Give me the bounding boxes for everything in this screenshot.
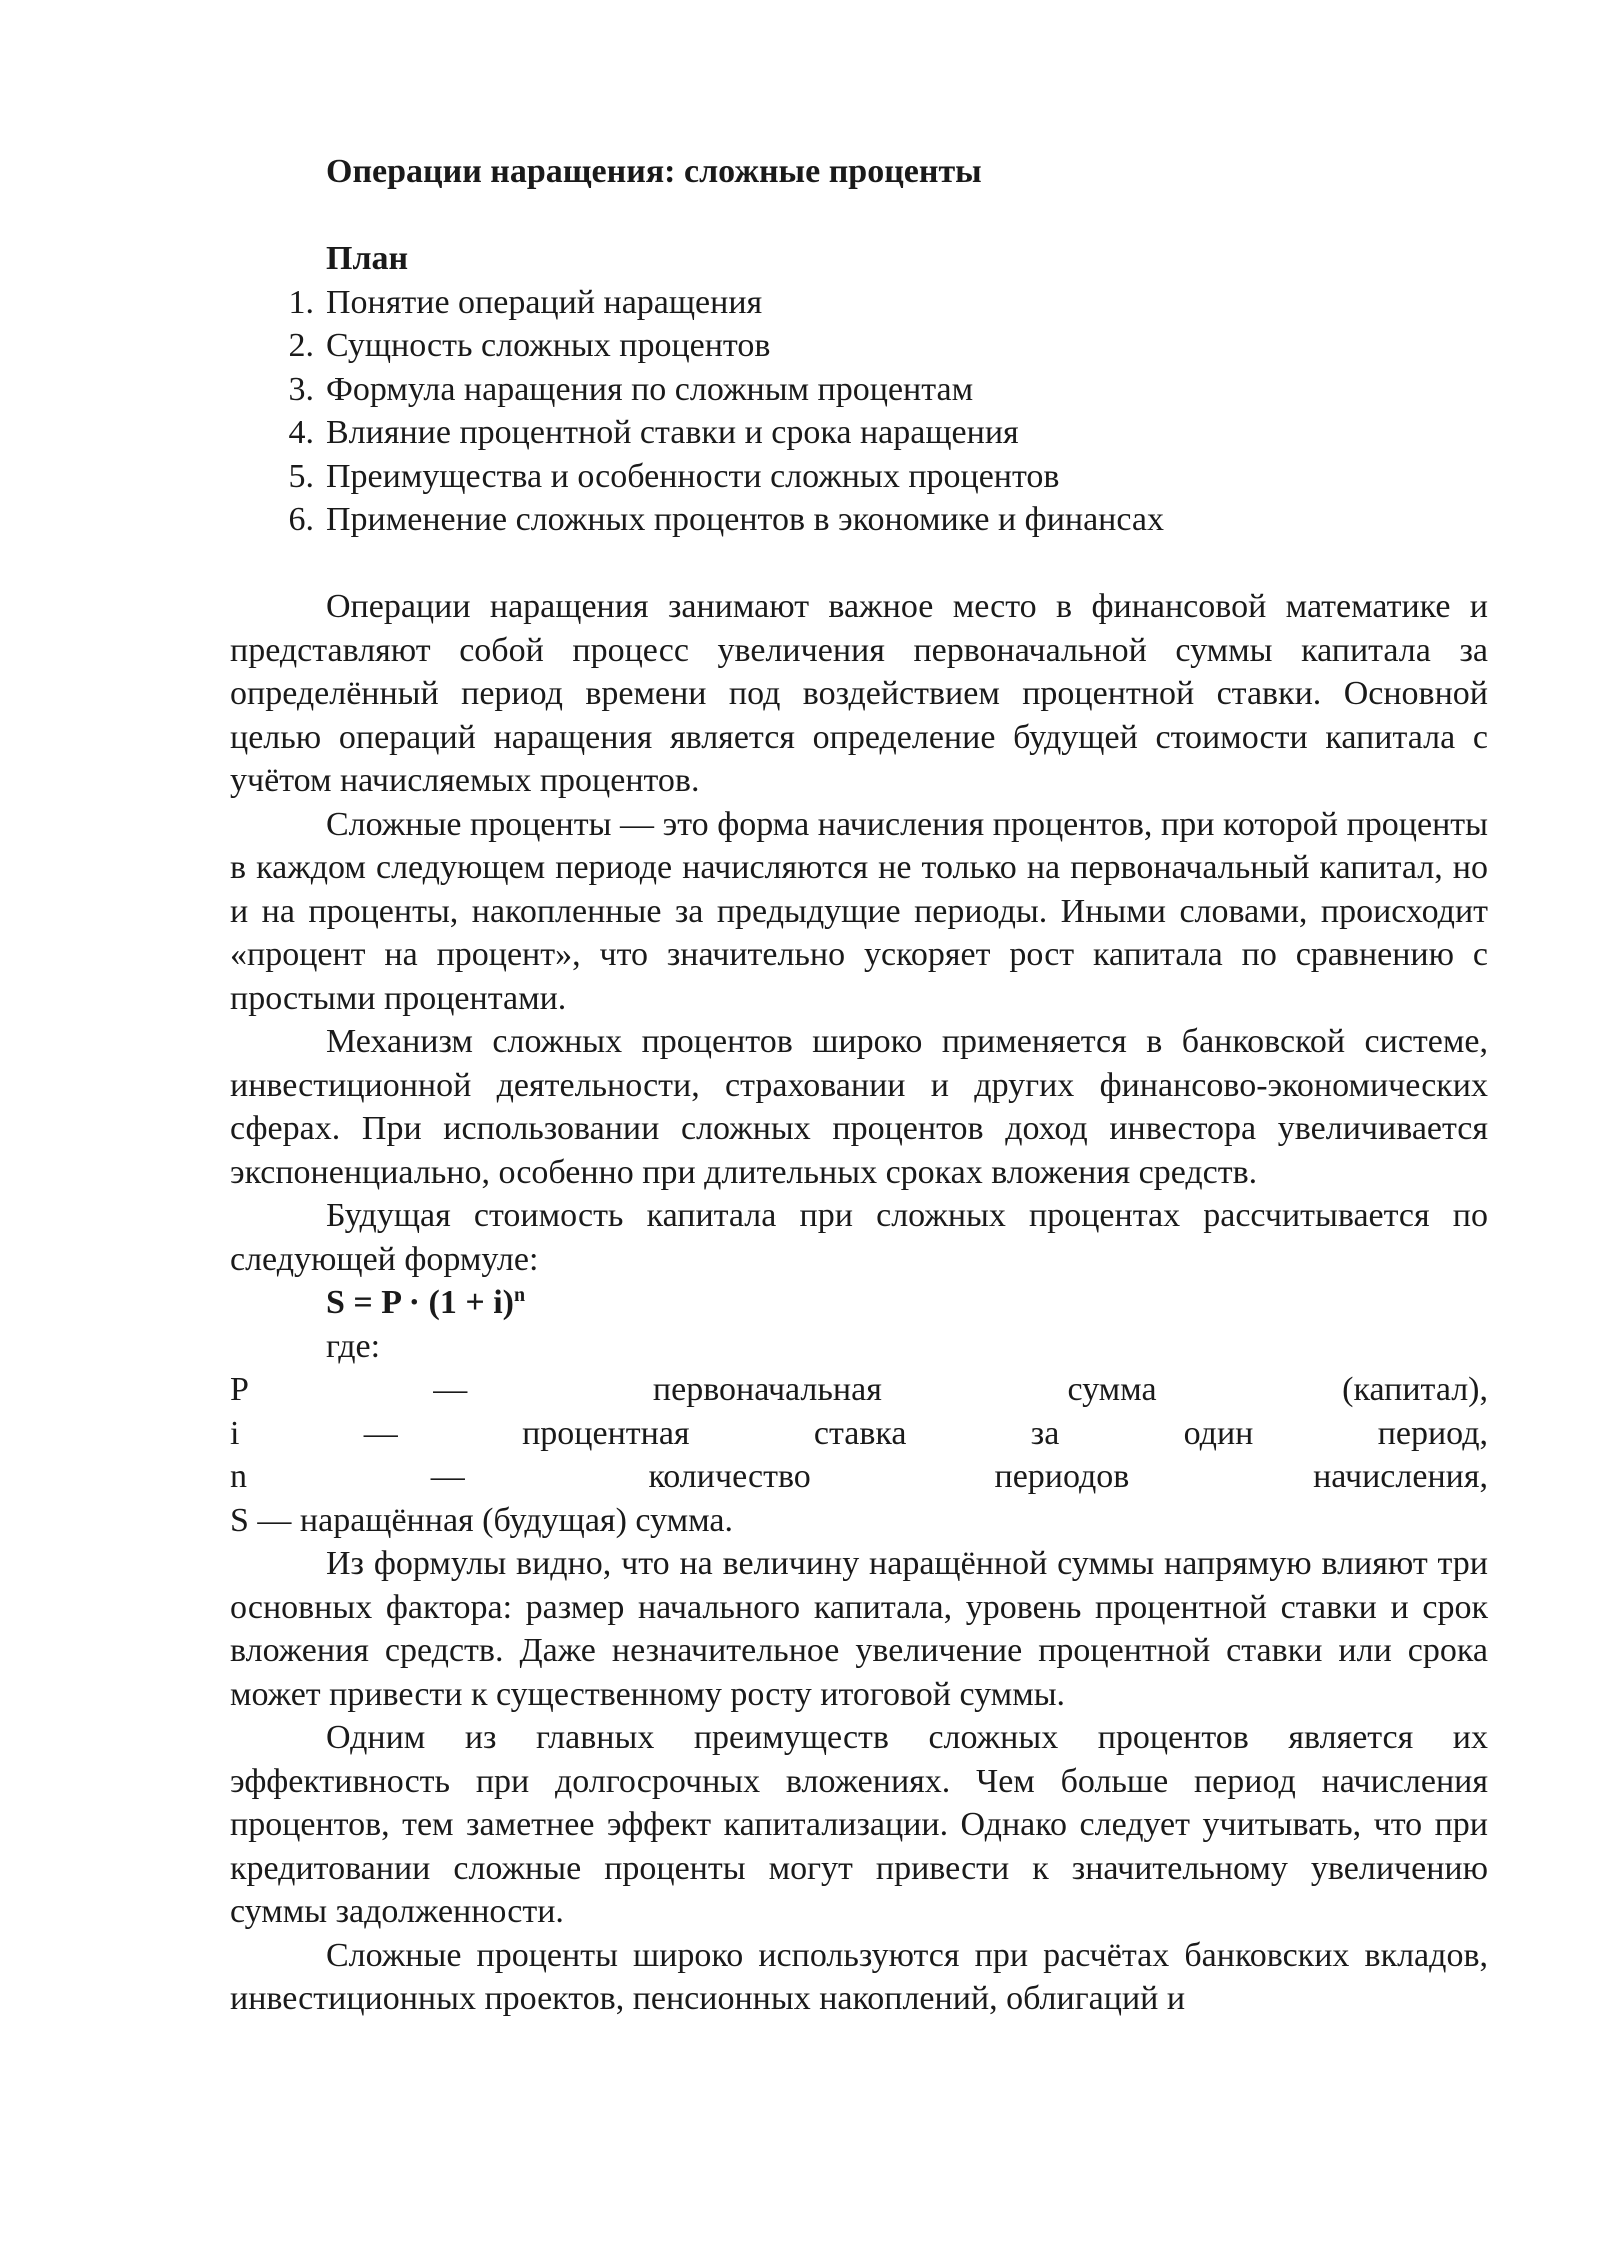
plan-item-number: 2. [288, 327, 314, 364]
plan-item-text: Сущность сложных процентов [326, 327, 771, 364]
plan-item [230, 498, 1488, 542]
plan-item-text: Влияние процентной ставки и срока наращения [326, 414, 1019, 451]
plan-list [230, 281, 1488, 542]
plan-item [230, 411, 1488, 455]
plan-item-number: 1. [288, 283, 314, 321]
document-page [230, 150, 1488, 2021]
plan-item-number: 5. [288, 457, 314, 495]
plan-item [230, 368, 1488, 412]
formula-exponent: n [513, 1284, 526, 1306]
compound-interest-formula [230, 1281, 1488, 1325]
body-paragraph: Одним из главных преимуществ сложных процентов является их эффективность при долгосрочных вложениях. Чем больше период начисления процентов, тем заметнее эффект капитализации. Однако следует учитывать, что при кредитовании сложные проценты могут привести к значительному увеличению суммы задолженности. [230, 1719, 1488, 1930]
definition-line: n — количество периодов начисления, [230, 1458, 1488, 1495]
plan-item-text: Понятие операций наращения [326, 283, 763, 321]
body-paragraph: Сложные проценты — это форма начисления процентов, при которой проценты в каждом следующем периоде начисляются не только на первоначальный капитал, но и на проценты, накопленные за предыдущие периоды. Иными словами, происходит «процент на процент», что значительно ускоряет рост капитала по сравнению с простыми процентами. [230, 805, 1488, 1017]
definition-line: i — процентная ставка за один период, [230, 1414, 1488, 1452]
plan-item-number: 3. [288, 370, 314, 408]
definition-line: P — первоначальная сумма (капитал), [230, 1371, 1488, 1408]
plan-item-number: 6. [288, 501, 314, 538]
body-paragraph: Будущая стоимость капитала при сложных процентах рассчитывается по следующей формуле: [230, 1197, 1488, 1278]
body-paragraph: Сложные проценты широко используются при расчётах банковских вкладов, инвестиционных проектов, пенсионных накоплений, облигаций и [230, 1936, 1488, 2017]
body-paragraph: Из формулы видно, что на величину наращённой суммы напрямую влияют три основных фактора: размер начального капитала, уровень процентной ставки и срок вложения средств. Даже незначительное увеличение процентной ставки или срока может привести к существенному росту итоговой суммы. [230, 1545, 1488, 1713]
plan-heading: План [326, 240, 409, 277]
document-title: Операции наращения: сложные проценты [326, 153, 982, 190]
plan-item [230, 324, 1488, 368]
plan-item-number: 4. [288, 414, 314, 451]
body-paragraph: Механизм сложных процентов широко применяется в банковской системе, инвестиционной деятельности, страховании и других финансово-экономических сферах. При использовании сложных процентов доход инвестора увеличивается экспоненциально, особенно при длительных сроках вложения средств. [230, 1023, 1488, 1191]
formula-where: где: [326, 1327, 381, 1365]
plan-item-text: Применение сложных процентов в экономике и финансах [326, 501, 1164, 538]
plan-item-text: Преимущества и особенности сложных процентов [326, 457, 1060, 495]
plan-item [230, 455, 1488, 499]
definition-line: S — наращённая (будущая) сумма. [230, 1501, 733, 1539]
formula-main: S = P · (1 + i) [326, 1284, 514, 1321]
plan-item-text: Формула наращения по сложным процентам [326, 370, 974, 408]
body-paragraph: Операции наращения занимают важное место в финансовой математике и представляют собой процесс увеличения первоначальной суммы капитала за определённый период времени под воздействием процентной ставки. Основной целью операций наращения является определение будущей стоимости капитала с учётом начисляемых процентов. [230, 588, 1488, 799]
plan-item [230, 281, 1488, 325]
